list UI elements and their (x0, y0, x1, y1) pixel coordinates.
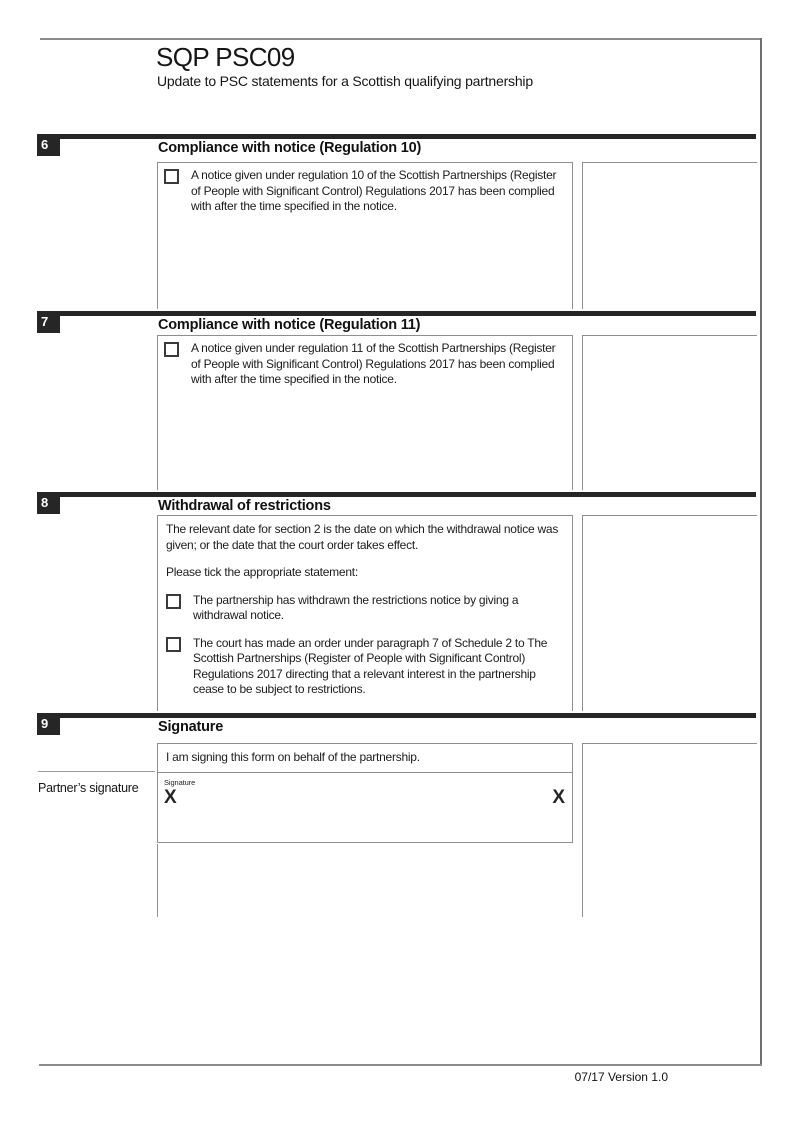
section-8-instruction: Please tick the appropriate statement: (166, 565, 358, 579)
section-6-bar (37, 134, 756, 139)
section-9-side-box (582, 743, 757, 917)
section-7-content-box (157, 335, 573, 490)
section-8-withdrawn-label: The partnership has withdrawn the restrictions notice by giving a withdrawal notice. (193, 592, 519, 622)
section-9-lower-box-rule (157, 844, 158, 917)
section-7-bar (37, 311, 756, 316)
section-7-side-box (582, 335, 757, 490)
section-8-bar (37, 492, 756, 497)
section-8-title: Withdrawal of restrictions (158, 498, 331, 514)
section-9-statement-box (157, 743, 573, 773)
section-8-side-box (582, 515, 757, 711)
section-9-number: 9 (37, 713, 60, 735)
section-6-compliance-checkbox[interactable] (164, 169, 179, 184)
section-7-compliance-checkbox[interactable] (164, 342, 179, 357)
page-right-rule (760, 38, 762, 1066)
page-bottom-rule (39, 1064, 762, 1066)
section-6-number: 6 (37, 134, 60, 156)
section-6-compliance-label: A notice given under regulation 10 of the Scottish Partnerships (Register of People with Significant Control) Regulations 2017 has been complied with after the time specified in the notice. (191, 168, 557, 213)
section-7-compliance-label: A notice given under regulation 11 of the Scottish Partnerships (Register of People with Significant Control) Regulations 2017 has been complied with after the time specified in the notice. (191, 341, 556, 386)
signature-field-label: Signature (164, 778, 196, 787)
form-subtitle: Update to PSC statements for a Scottish qualifying partnership (157, 73, 533, 89)
section-7-title: Compliance with notice (Regulation 11) (158, 317, 421, 333)
section-8-content-box (157, 515, 573, 711)
signature-x-mark-right: X (552, 787, 564, 808)
section-9-title: Signature (158, 719, 224, 735)
section-8-intro: The relevant date for section 2 is the date on which the withdrawal notice was given; or the date that the court order takes effect. (166, 522, 559, 552)
page-top-rule (40, 38, 762, 40)
section-6-side-box (582, 162, 757, 309)
signature-field[interactable] (157, 772, 573, 843)
version-footer: 07/17 Version 1.0 (574, 1070, 668, 1084)
section-9-statement: I am signing this form on behalf of the partnership. (166, 750, 420, 764)
partner-signature-rule (38, 771, 155, 772)
section-8-number: 8 (37, 492, 60, 514)
section-6-content-box (157, 162, 573, 309)
partner-signature-label: Partner’s signature (38, 781, 139, 795)
form-title: SQP PSC09 (156, 42, 295, 72)
section-8-withdrawn-checkbox[interactable] (166, 594, 181, 609)
section-8-court-order-label: The court has made an order under paragraph 7 of Schedule 2 to The Scottish Partnerships (Register of People with Significant Control) Regulations 2017 directing that a relevant interest in the partnership cease to be subject to restrictions. (193, 635, 548, 696)
signature-x-mark-left: X (164, 787, 176, 808)
section-6-title: Compliance with notice (Regulation 10) (158, 140, 422, 156)
section-9-bar (37, 713, 756, 718)
section-8-court-order-checkbox[interactable] (166, 637, 181, 652)
section-7-number: 7 (37, 311, 60, 333)
